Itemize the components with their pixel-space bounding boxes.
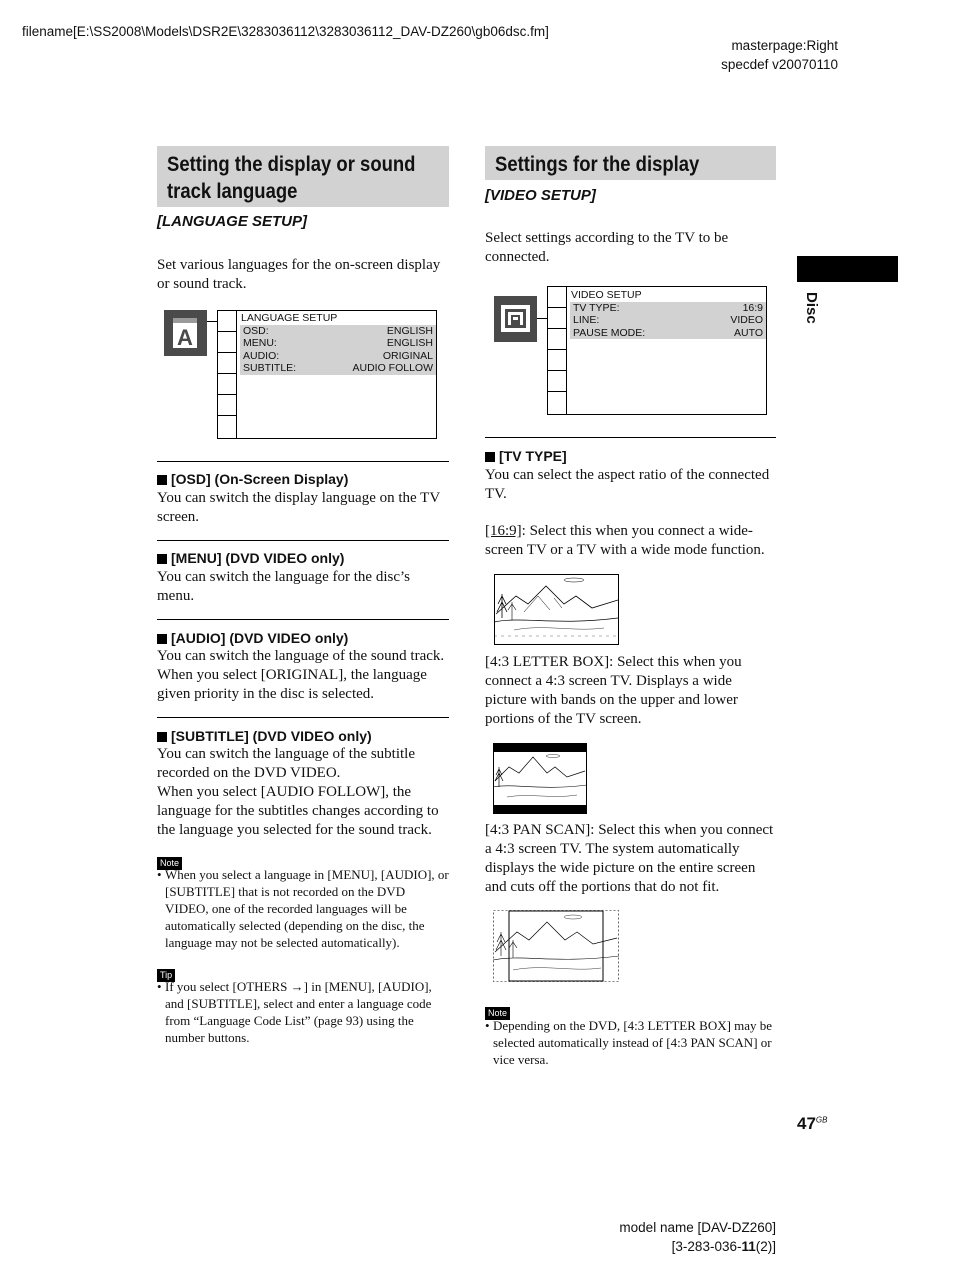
header-specdef: specdef v20070110 [721, 57, 838, 72]
divider [157, 619, 449, 620]
left-intro: Set various languages for the on-screen display or sound track. [157, 257, 441, 292]
menu-row-label: PAUSE MODE: [573, 326, 646, 339]
right-title: Settings for the display [495, 153, 700, 176]
menu-tab [548, 329, 566, 350]
side-tab-label: Disc [803, 292, 820, 324]
tv-type-title [485, 447, 567, 465]
menu-tab-column [548, 287, 567, 414]
menu-tab [548, 392, 566, 413]
left-tip: • If you select [OTHERS →] in [MENU], [AUDIO], and [SUBTITLE], select and enter a language code from “Language Code List” (page 93) using the number buttons. [157, 979, 432, 1045]
menu-row [240, 337, 436, 350]
tip-text-a: If you select [OTHERS [165, 979, 291, 994]
bullet-square-icon [485, 452, 495, 462]
left-note: • When you select a language in [MENU], [AUDIO], or [SUBTITLE] that is not recorded on the DVD VIDEO, one of the recorded languages will be automatically selected (depending on the disc, the language may not be selected automatically). [157, 867, 449, 950]
osd-item-title [157, 470, 348, 488]
menu-item-title [157, 549, 344, 567]
menu-row-label: MENU: [243, 337, 277, 349]
code-prefix: [3-283-036- [671, 1239, 742, 1254]
divider [157, 461, 449, 462]
menu-row [240, 362, 436, 375]
menu-tab [218, 416, 236, 437]
menu-row-value: 16:9 [742, 301, 763, 314]
right-subtitle: [VIDEO SETUP] [485, 187, 596, 204]
menu-tab-column [218, 311, 237, 438]
divider [485, 437, 776, 438]
tv-type-text: You can select the aspect ratio of the connected TV. [485, 467, 770, 502]
right-note: • Depending on the DVD, [4:3 LETTER BOX] may be selected automatically instead of [4:3 PAN SCAN] or vice versa. [485, 1017, 776, 1068]
menu-row-label: LINE: [573, 314, 600, 326]
opt-169-key: [16:9] [485, 523, 522, 539]
page-number [797, 1114, 827, 1134]
menu-tab [218, 311, 236, 332]
subtitle-item-text2: When you select [AUDIO FOLLOW], the language for the subtitles changes according to the language you selected for the sound track. [157, 784, 439, 838]
opt-43lb: [4:3 LETTER BOX]: Select this when you connect a 4:3 screen TV. Displays a wide picture with bands on the upper and lower portions of the TV screen. [485, 654, 742, 727]
header-filename: filename[E:\SS2008\Models\DSR2E\3283036112\3283036112_DAV-DZ260\gb06dsc.fm] [22, 24, 549, 39]
audio-item-text: You can switch the language of the sound track. When you select [ORIGINAL], the language given priority in the disc is selected. [157, 648, 445, 702]
menu-row [240, 350, 436, 363]
menu-row [570, 302, 766, 315]
header-masterpage: masterpage:Right [731, 38, 838, 53]
audio-title-text: [AUDIO] (DVD VIDEO only) [171, 630, 349, 646]
tip-text-b: ] in [MENU], [AUDIO], and [SUBTITLE], select and enter a language code from “Language Code List” (page 93) using the number buttons. [165, 979, 432, 1045]
note-label: Note [157, 857, 182, 870]
side-tab-bar [797, 256, 898, 282]
menu-row-label: SUBTITLE: [243, 362, 297, 374]
menu-row-value: VIDEO [730, 314, 763, 326]
left-title-line1: Setting the display or sound [167, 153, 416, 176]
tv-type-title-text: [TV TYPE] [499, 448, 567, 464]
wide-picture-illustration [494, 574, 619, 645]
footer-code [560, 1237, 776, 1256]
footer-model: model name [DAV-DZ260] [619, 1220, 776, 1235]
opt-43ps: [4:3 PAN SCAN]: Select this when you connect a 4:3 screen TV. The system automatically displays the wide picture on the entire screen and cuts off the portions that do not fit. [485, 822, 774, 895]
menu-row-label: AUDIO: [243, 349, 280, 362]
menu-row [240, 325, 436, 338]
menu-item-text: You can switch the language for the disc’s menu. [157, 569, 411, 604]
menu-row-value: ENGLISH [386, 337, 433, 349]
right-note-text: Depending on the DVD, [4:3 LETTER BOX] may be selected automatically instead of [4:3 PAN SCAN] or vice versa. [493, 1018, 773, 1067]
video-menu-rows [570, 302, 766, 340]
code-bold: 11 [741, 1239, 756, 1254]
tip-label: Tip [157, 969, 175, 982]
letterbox-illustration [493, 743, 587, 814]
menu-row-value: AUTO [734, 326, 763, 339]
menu-row-value: ENGLISH [386, 324, 433, 337]
arrow-right-icon: → [290, 979, 304, 994]
video-setup-icon [494, 296, 537, 342]
left-note-text: When you select a language in [MENU], [AUDIO], or [SUBTITLE] that is not recorded on the DVD VIDEO, one of the recorded languages will be automatically selected (depending on the disc, the language may not be selected automatically). [165, 867, 449, 950]
language-menu-header: LANGUAGE SETUP [241, 312, 338, 324]
pan-scan-illustration [493, 910, 619, 982]
subtitle-item-text: You can switch the language of the subtitle recorded on the DVD VIDEO. [157, 746, 416, 781]
menu-tab [548, 287, 566, 308]
osd-item-text: You can switch the display language on the TV screen. [157, 490, 440, 525]
subtitle-item-title [157, 727, 372, 745]
menu-row-label: TV TYPE: [573, 301, 620, 314]
video-setup-menu [547, 286, 767, 415]
subtitle-title-text: [SUBTITLE] (DVD VIDEO only) [171, 728, 372, 744]
audio-item-title [157, 629, 348, 647]
menu-tab [218, 395, 236, 416]
menu-row-value: ORIGINAL [382, 349, 433, 362]
bullet-square-icon [157, 732, 167, 742]
language-setup-menu [217, 310, 437, 439]
menu-row [570, 314, 766, 327]
opt-169-text: : Select this when you connect a wide-screen TV or a TV with a wide mode function. [485, 523, 765, 558]
left-subtitle: [LANGUAGE SETUP] [157, 213, 307, 230]
left-title-line2: track language [167, 180, 298, 203]
menu-tab [548, 371, 566, 392]
language-menu-rows [240, 325, 436, 375]
code-suffix: (2)] [755, 1239, 776, 1254]
right-intro: Select settings according to the TV to be connected. [485, 230, 729, 265]
video-menu-header: VIDEO SETUP [571, 289, 642, 301]
bullet-square-icon [157, 634, 167, 644]
right-title-banner [485, 146, 776, 180]
page-number-value: 47 [797, 1114, 816, 1133]
left-title-banner [157, 146, 449, 207]
menu-tab [218, 353, 236, 374]
menu-tab [548, 350, 566, 371]
menu-row [570, 327, 766, 340]
osd-title-text: [OSD] (On-Screen Display) [171, 471, 349, 487]
menu-tab [548, 308, 566, 329]
language-icon-letter: A [177, 325, 193, 350]
menu-row-label: OSD: [243, 324, 269, 337]
note-label: Note [485, 1007, 510, 1020]
opt-169 [485, 522, 776, 560]
language-setup-icon [164, 310, 207, 356]
menu-tab [218, 374, 236, 395]
page-suffix: GB [815, 1115, 828, 1125]
divider [157, 540, 449, 541]
divider [157, 717, 449, 718]
bullet-square-icon [157, 475, 167, 485]
bullet-square-icon [157, 554, 167, 564]
menu-row-value: AUDIO FOLLOW [352, 362, 433, 374]
menu-title-text: [MENU] (DVD VIDEO only) [171, 550, 345, 566]
menu-tab [218, 332, 236, 353]
